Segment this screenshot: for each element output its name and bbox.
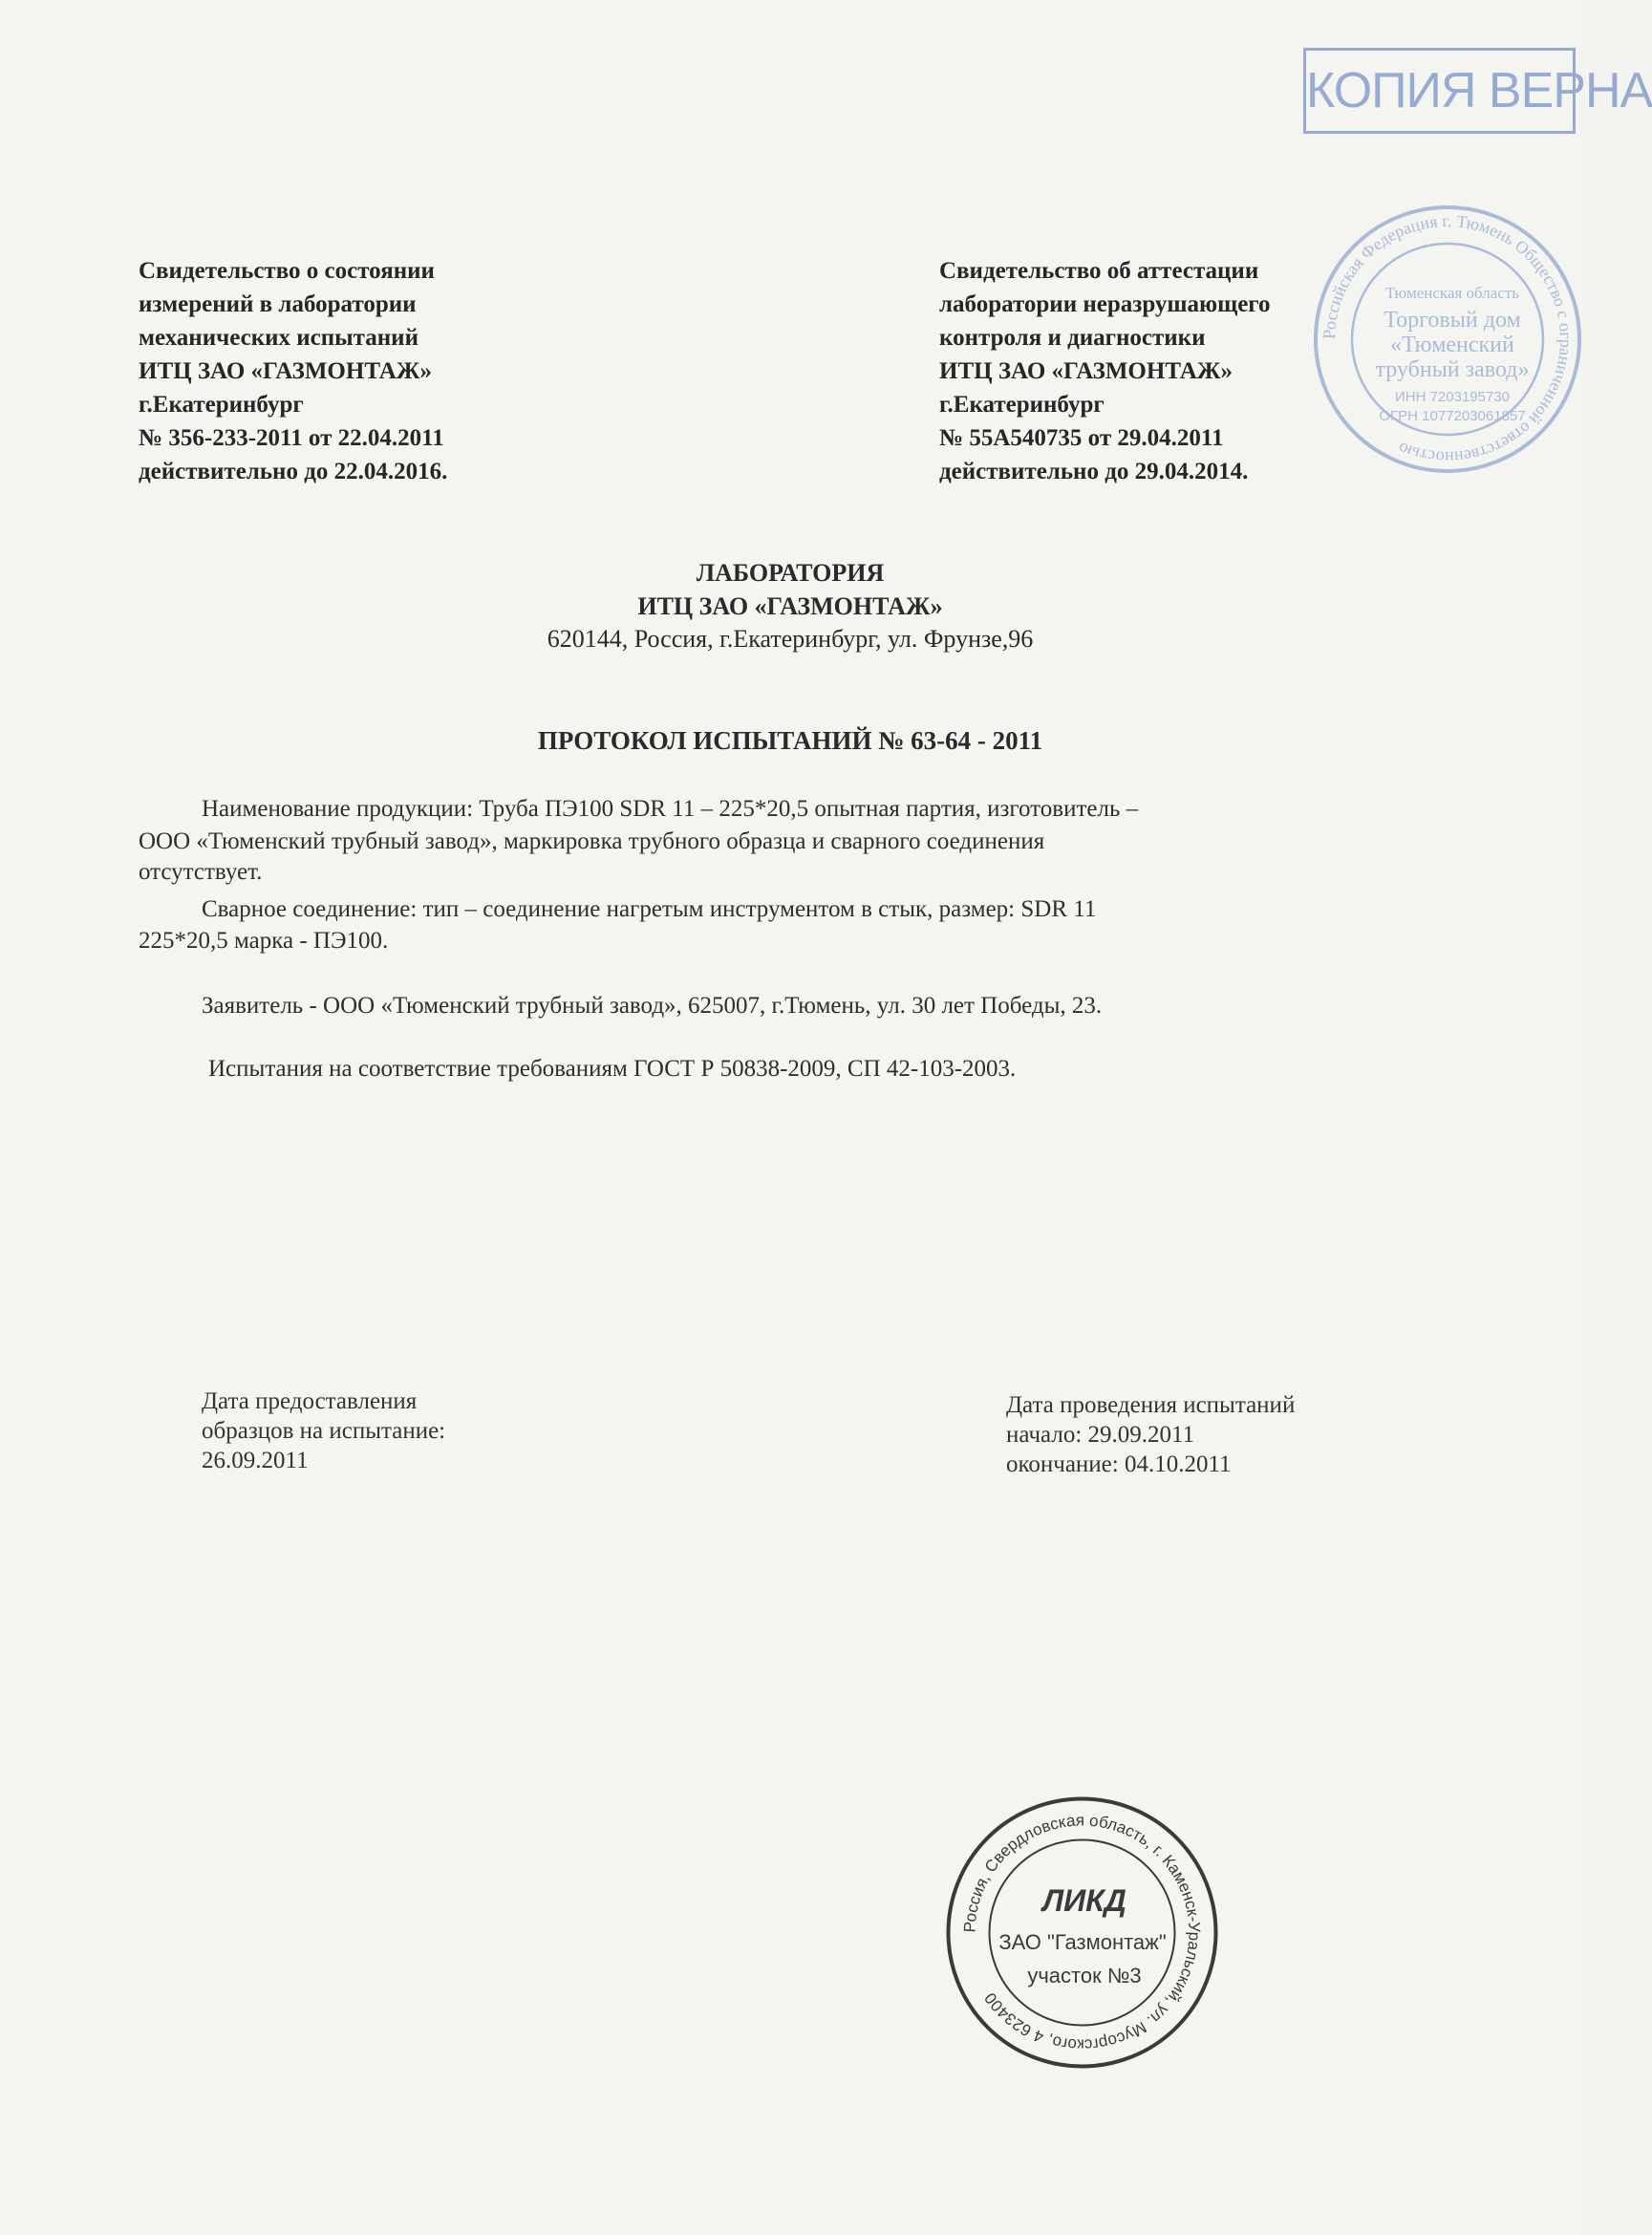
lab-title: ЛАБОРАТОРИЯ	[696, 559, 885, 587]
date-line: окончание: 04.10.2011	[1006, 1451, 1232, 1477]
copy-verified-stamp: КОПИЯ ВЕРНА	[1303, 48, 1576, 134]
certificate-line: лаборатории неразрушающего	[939, 291, 1271, 317]
blue-seal-line: Тюменская область	[1384, 284, 1520, 302]
certificate-line: действительно до 22.04.2016.	[139, 459, 448, 484]
certificate-line: действительно до 29.04.2014.	[939, 459, 1249, 484]
certificate-line: Свидетельство о состоянии	[139, 258, 435, 284]
certificate-line: измерений в лаборатории	[139, 291, 417, 317]
blue-seal-ring-text: Российская Федерация г. Тюмень Общество с ограниченной ответственностью	[1319, 210, 1577, 468]
date-line: Дата предоставления	[202, 1388, 418, 1414]
black-stamp-line: участок №3	[1027, 1964, 1142, 1988]
lab-address: 620144, Россия, г.Екатеринбург, ул. Фрунзе,96	[547, 625, 1034, 653]
certificate-line: г.Екатеринбург	[939, 392, 1105, 418]
date-line: начало: 29.09.2011	[1006, 1422, 1195, 1448]
certificate-line: № 356-233-2011 от 22.04.2011	[139, 425, 444, 451]
product-line: Наименование продукции: Труба ПЭ100 SDR 11 – 225*20,5 опытная партия, изготовитель –	[202, 796, 1139, 822]
blue-seal-line: ОГРН 1077203061857	[1379, 408, 1526, 424]
lab-round-stamp	[941, 1792, 1223, 2074]
date-line: образцов на испытание:	[202, 1418, 446, 1444]
black-stamp-ring-text: Россия, Свердловская область, г. Каменск-Уральский, ул. Мусоргского, 4 623400	[960, 1811, 1204, 2054]
blue-seal-line: ИНН 7203195730	[1394, 389, 1511, 405]
date-line: Дата проведения испытаний	[1006, 1392, 1296, 1418]
product-line: отсутствует.	[139, 859, 263, 885]
certificate-attestation	[939, 254, 1271, 488]
certificate-line: ИТЦ ЗАО «ГАЗМОНТАЖ»	[939, 358, 1234, 384]
certificate-line: Свидетельство об аттестации	[939, 258, 1259, 284]
certificate-line: механических испытаний	[139, 325, 418, 351]
applicant-line: Заявитель - ООО «Тюменский трубный завод», 625007, г.Тюмень, ул. 30 лет Победы, 23.	[202, 993, 1103, 1019]
weld-line: Сварное соединение: тип – соединение нагретым инструментом в стык, размер: SDR 11	[202, 896, 1097, 922]
black-stamp-line: ЛИКД	[1042, 1883, 1126, 1918]
weld-line: 225*20,5 марка - ПЭ100.	[139, 928, 389, 954]
certificate-line: ИТЦ ЗАО «ГАЗМОНТАЖ»	[139, 358, 433, 384]
sample-submission-date	[202, 1386, 445, 1475]
lab-name: ИТЦ ЗАО «ГАЗМОНТАЖ»	[637, 592, 943, 620]
blue-seal-line: Торговый дом	[1384, 308, 1521, 333]
blue-seal-line: «Тюменский	[1390, 333, 1514, 357]
protocol-title: ПРОТОКОЛ ИСПЫТАНИЙ № 63-64 - 2011	[537, 726, 1043, 755]
product-line: ООО «Тюменский трубный завод», маркировка трубного образца и сварного соединения	[139, 828, 1045, 854]
testing-period-dates	[1006, 1390, 1295, 1479]
date-line: 26.09.2011	[202, 1448, 309, 1473]
certificate-measurement	[139, 254, 447, 488]
certificate-line: контроля и диагностики	[939, 325, 1206, 351]
certificate-line: № 55А540735 от 29.04.2011	[939, 425, 1224, 451]
certificate-line: г.Екатеринбург	[139, 392, 304, 418]
company-round-seal	[1309, 201, 1586, 478]
blue-seal-line: трубный завод»	[1375, 357, 1530, 382]
compliance-line: Испытания на соответствие требованиям ГОСТ Р 50838-2009, СП 42-103-2003.	[208, 1056, 1017, 1082]
black-stamp-line: ЗАО "Газмонтаж"	[998, 1930, 1167, 1954]
